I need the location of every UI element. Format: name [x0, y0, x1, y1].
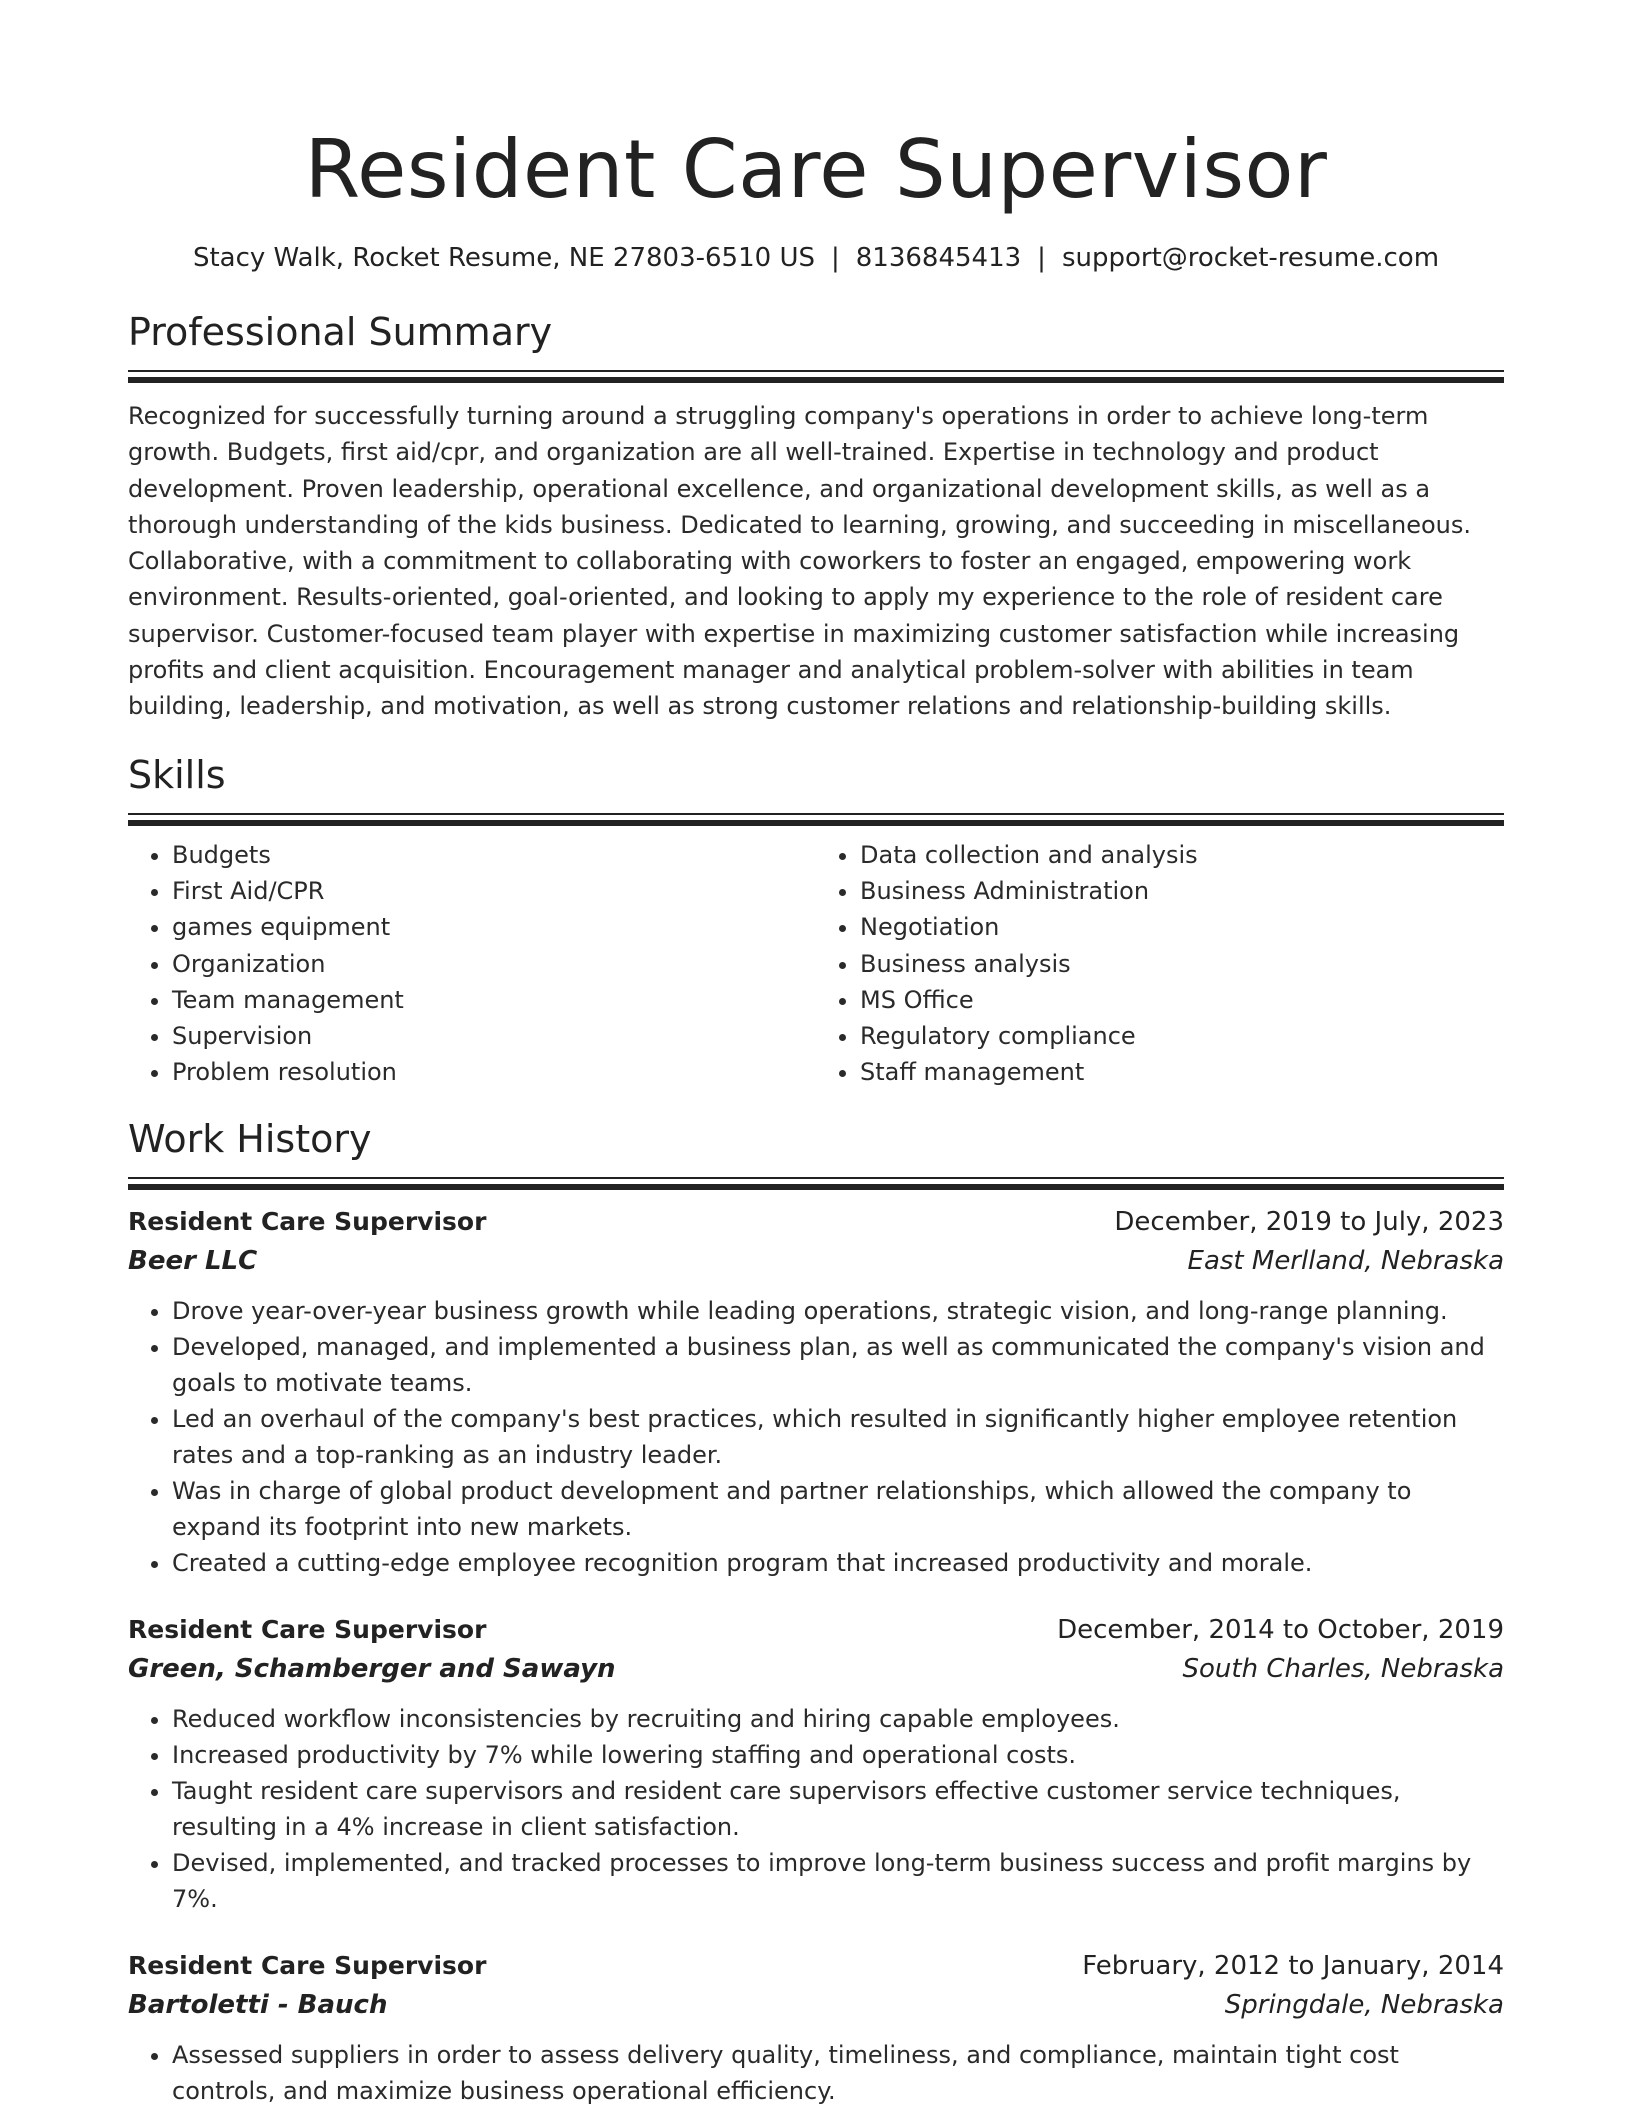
job-entry: [128, 1611, 1504, 1917]
job-company: Beer LLC: [128, 1245, 258, 1276]
job-entry: [128, 1947, 1504, 2109]
skill-item: • games equipment: [172, 909, 816, 945]
skill-item: • Supervision: [172, 1018, 816, 1054]
job-bullet: • Reduced workflow inconsistencies by recruiting and hiring capable employees.: [172, 1701, 1504, 1737]
contact-address: Stacy Walk, Rocket Resume, NE 27803-6510 US: [192, 243, 815, 273]
job-bullet: • Assessed suppliers in order to assess delivery quality, timeliness, and compliance, maintain tight cost controls, and maximize business operational efficiency.: [172, 2037, 1504, 2109]
job-dates: February, 2012 to January, 2014: [1082, 1950, 1504, 1981]
job-title: Resident Care Supervisor: [128, 1614, 487, 1644]
job-bullet: • Developed, managed, and implemented a business plan, as well as communicated the company's vision and goals to motivate teams.: [172, 1329, 1504, 1401]
job-company: Green, Schamberger and Sawayn: [128, 1653, 616, 1684]
skill-item: • Organization: [172, 946, 816, 982]
job-location: South Charles, Nebraska: [1182, 1653, 1504, 1684]
job-subheader: [128, 1985, 1504, 2025]
job-location: East Merlland, Nebraska: [1187, 1245, 1504, 1276]
job-bullets: [128, 2037, 1504, 2109]
job-bullet: • Drove year-over-year business growth while leading operations, strategic vision, and long-range planning.: [172, 1293, 1504, 1329]
job-company: Bartoletti - Bauch: [128, 1989, 388, 2020]
summary-text: Recognized for successfully turning around a struggling company's operations in order to achieve long-term growth. Budgets, first aid/cpr, and organization are all well-trained. Expertise in technology and product development. Proven leadership, operational excellence, and organizational development skills, as well as a thorough understanding of the kids business. Dedicated to learning, growing, and succeeding in miscellaneous. Collaborative, with a commitment to collaborating with coworkers to foster an engaged, empowering work environment. Results-oriented, goal-oriented, and looking to apply my experience to the role of resident care supervisor. Customer-focused team player with expertise in maximizing customer satisfaction while increasing profits and client acquisition. Encouragement manager and analytical problem-solver with abilities in team building, leadership, and motivation, as well as strong customer relations and relationship-building skills.: [128, 402, 1471, 721]
skills-list-left: [128, 837, 816, 1091]
job-header: [128, 1611, 1504, 1649]
job-subheader: [128, 1649, 1504, 1689]
contact-line: [128, 242, 1504, 274]
job-header: [128, 1203, 1504, 1241]
skill-item: • Business Administration: [860, 873, 1504, 909]
job-dates: December, 2014 to October, 2019: [1057, 1614, 1504, 1645]
contact-phone: 8136845413: [855, 243, 1022, 273]
job-bullets: [128, 1293, 1504, 1581]
job-title: Resident Care Supervisor: [128, 1206, 487, 1236]
job-bullet: • Devised, implemented, and tracked processes to improve long-term business success and profit margins by 7%.: [172, 1845, 1504, 1917]
section-title-skills: Skills: [128, 752, 226, 797]
skills-section: [128, 751, 1504, 1091]
job-entry: [128, 1203, 1504, 1581]
resume-name: Resident Care Supervisor: [304, 123, 1328, 216]
section-title-summary: Professional Summary: [128, 310, 553, 354]
job-subheader: [128, 1241, 1504, 1281]
job-location: Springdale, Nebraska: [1224, 1989, 1504, 2020]
contact-separator: |: [830, 243, 840, 273]
job-bullet: • Created a cutting-edge employee recognition program that increased productivity and morale.: [172, 1545, 1504, 1581]
job-bullet: • Increased productivity by 7% while lowering staffing and operational costs.: [172, 1737, 1504, 1773]
job-bullet: • Led an overhaul of the company's best practices, which resulted in significantly higher employee retention rates and a top-ranking as an industry leader.: [172, 1401, 1504, 1473]
contact-email: support@rocket-resume.com: [1061, 243, 1440, 273]
job-bullet: • Was in charge of global product development and partner relationships, which allowed the company to expand its footprint into new markets.: [172, 1473, 1504, 1545]
job-bullets: [128, 1701, 1504, 1917]
skill-item: • Business analysis: [860, 946, 1504, 982]
section-divider: [128, 1177, 1504, 1191]
resume-page: [128, 0, 1504, 2109]
skills-grid: [128, 837, 1504, 1091]
section-divider: [128, 813, 1504, 827]
skill-item: • Staff management: [860, 1054, 1504, 1090]
skill-item: • First Aid/CPR: [172, 873, 816, 909]
skill-item: • Data collection and analysis: [860, 837, 1504, 873]
skill-item: • Team management: [172, 982, 816, 1018]
contact-separator: |: [1037, 243, 1046, 273]
skills-list-right: [816, 837, 1504, 1091]
job-dates: December, 2019 to July, 2023: [1114, 1206, 1504, 1237]
skill-item: • Problem resolution: [172, 1054, 816, 1090]
job-title: Resident Care Supervisor: [128, 1950, 487, 1980]
job-bullet: • Taught resident care supervisors and resident care supervisors effective customer service techniques, resulting in a 4% increase in client satisfaction.: [172, 1773, 1504, 1845]
skill-item: • Negotiation: [860, 909, 1504, 945]
skill-item: • Budgets: [172, 837, 816, 873]
skill-item: • Regulatory compliance: [860, 1018, 1504, 1054]
job-header: [128, 1947, 1504, 1985]
work-section: [128, 1115, 1504, 2109]
section-divider: [128, 370, 1504, 384]
skill-item: • MS Office: [860, 982, 1504, 1018]
section-title-work: Work History: [128, 1116, 372, 1161]
summary-section: [128, 308, 1504, 725]
